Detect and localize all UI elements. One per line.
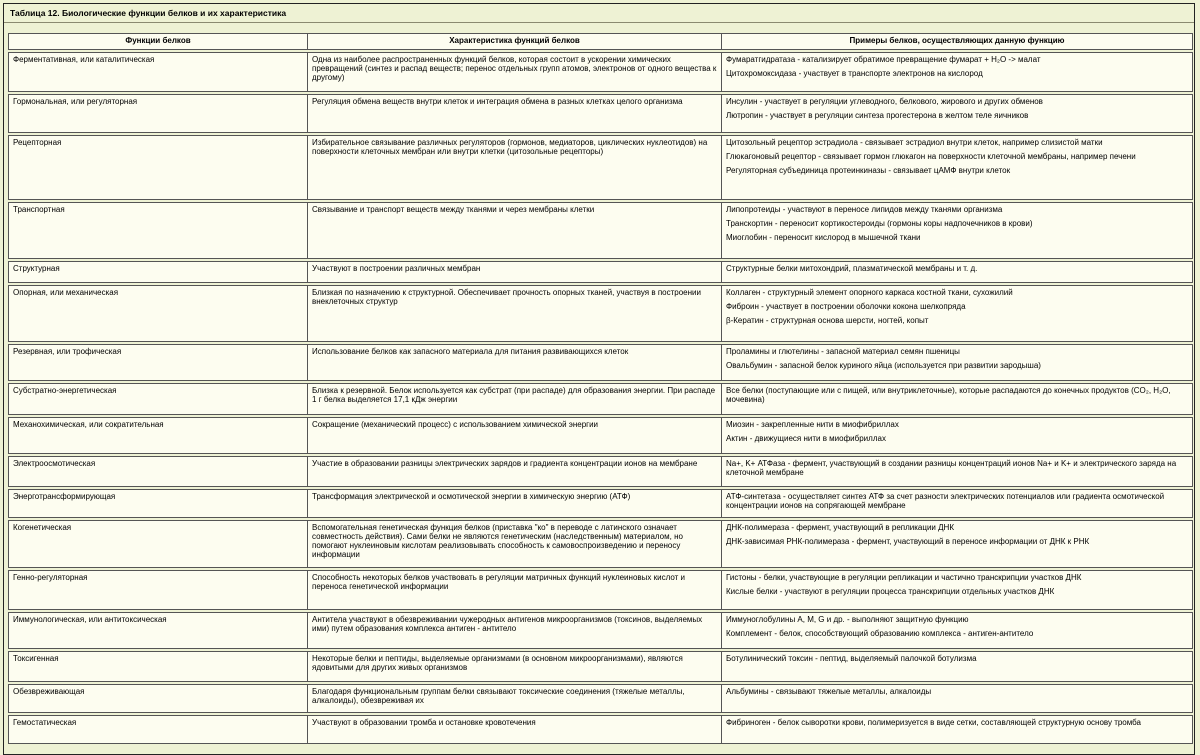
example-item: β-Кератин - структурная основа шерсти, ногтей, копыт xyxy=(726,316,929,325)
table-row xyxy=(8,52,1193,92)
characteristic-cell: Участвуют в образовании тромба и остановке кровотечения xyxy=(308,715,722,744)
characteristic-cell: Способность некоторых белков участвовать в регуляции матричных функций нуклеиновых кислот и переноса генетической информации xyxy=(308,570,722,610)
function-cell: Ферментативная, или каталитическая xyxy=(8,52,308,92)
characteristic-cell: Одна из наиболее распространенных функций белков, которая состоит в ускорении химических превращений (синтез и распад веществ; перенос отдельных групп атомов, электронов от одного вещества к другому) xyxy=(308,52,722,92)
example-item: Кислые белки - участвуют в регуляции процесса транскрипции отдельных участков ДНК xyxy=(726,587,1055,596)
function-cell: Транспортная xyxy=(8,202,308,259)
table-body xyxy=(8,52,1193,744)
examples-cell xyxy=(722,202,1193,259)
examples-cell xyxy=(722,715,1193,744)
example-item: Цитозольный рецептор эстрадиола - связывает эстрадиол внутри клеток, например слизистой матки xyxy=(726,138,1103,147)
characteristic-cell: Участвуют в построении различных мембран xyxy=(308,261,722,283)
table-row xyxy=(8,94,1193,133)
example-item: АТФ-синтетаза - осуществляет синтез АТФ за счет разности электрических потенциалов или градиента осмотической концентрации ионов на сопрягающей мембране xyxy=(726,492,1165,510)
function-cell: Токсигенная xyxy=(8,651,308,682)
function-cell: Когенетическая xyxy=(8,520,308,568)
characteristic-cell: Вспомогательная генетическая функция белков (приставка "ко" в переводе с латинского означает совместность действия). Сами белки не являются генетическим (наследственным) материалом, но помогают нуклеиновым кислотам реализовывать способность к самовоспроизведению и переносу информации xyxy=(308,520,722,568)
example-item: Овальбумин - запасной белок куриного яйца (используется при развитии зародыша) xyxy=(726,361,1041,370)
table-row xyxy=(8,344,1193,381)
table-caption: Таблица 12. Биологические функции белков и их характеристика xyxy=(4,4,1194,23)
function-cell: Энерготрансформирующая xyxy=(8,489,308,518)
function-cell: Электроосмотическая xyxy=(8,456,308,487)
example-item: Фиброин - участвует в построении оболочки кокона шелкопряда xyxy=(726,302,966,311)
function-cell: Рецепторная xyxy=(8,135,308,200)
characteristic-cell: Близка к резервной. Белок используется как субстрат (при распаде) для образования энергии. При распаде 1 г белка выделяется 17,1 кДж энергии xyxy=(308,383,722,415)
example-item: Миоглобин - переносит кислород в мышечной ткани xyxy=(726,233,921,242)
function-cell: Субстратно-энергетическая xyxy=(8,383,308,415)
example-item: Регуляторная субъединица протеинкиназы - связывает цАМФ внутри клеток xyxy=(726,166,1011,175)
example-item: Все белки (поступающие или с пищей, или внутриклеточные), которые распадаются до конечных продуктов (CO₂, H₂O, мочевина) xyxy=(726,386,1171,404)
example-item: ДНК-полимераза - фермент, участвующий в репликации ДНК xyxy=(726,523,954,532)
examples-cell xyxy=(722,285,1193,342)
characteristic-cell: Связывание и транспорт веществ между тканями и через мембраны клетки xyxy=(308,202,722,259)
characteristic-cell: Регуляция обмена веществ внутри клеток и интеграция обмена в разных клетках целого организма xyxy=(308,94,722,133)
examples-cell xyxy=(722,135,1193,200)
function-cell: Структурная xyxy=(8,261,308,283)
example-item: Транскортин - переносит кортикостероиды (гормоны коры надпочечников в крови) xyxy=(726,219,1033,228)
table-row xyxy=(8,489,1193,518)
characteristic-cell: Сокращение (механический процесс) с использованием химической энергии xyxy=(308,417,722,454)
table-row xyxy=(8,261,1193,283)
example-item: Гистоны - белки, участвующие в регуляции репликации и частично транскрипции участков ДНК xyxy=(726,573,1082,582)
function-cell: Механохимическая, или сократительная xyxy=(8,417,308,454)
examples-cell xyxy=(722,94,1193,133)
examples-cell xyxy=(722,456,1193,487)
function-cell: Генно-регуляторная xyxy=(8,570,308,610)
example-item: Актин - движущиеся нити в миофибриллах xyxy=(726,434,886,443)
examples-cell xyxy=(722,612,1193,649)
header-row xyxy=(8,33,1193,50)
examples-cell xyxy=(722,684,1193,713)
table-row xyxy=(8,520,1193,568)
characteristic-cell: Некоторые белки и пептиды, выделяемые организмами (в основном микроорганизмами), являются ядовитыми для других живых организмов xyxy=(308,651,722,682)
example-item: Иммуноглобулины A, M, G и др. - выполняют защитную функцию xyxy=(726,615,969,624)
example-item: Фумаратгидратаза - катализирует обратимое превращение фумарат + H₂O -> малат xyxy=(726,55,1041,64)
example-item: Коллаген - структурный элемент опорного каркаса костной ткани, сухожилий xyxy=(726,288,1013,297)
example-item: Глюкагоновый рецептор - связывает гормон глюкагон на поверхности клеточной мембраны, например печени xyxy=(726,152,1136,161)
characteristic-cell: Трансформация электрической и осмотической энергии в химическую энергию (АТФ) xyxy=(308,489,722,518)
table-row xyxy=(8,383,1193,415)
example-item: Ботулинический токсин - пептид, выделяемый палочкой ботулизма xyxy=(726,654,977,663)
table-row xyxy=(8,135,1193,200)
header-functions: Функции белков xyxy=(8,33,308,50)
characteristic-cell: Участие в образовании разницы электрических зарядов и градиента концентрации ионов на мембране xyxy=(308,456,722,487)
table-row xyxy=(8,570,1193,610)
table-frame xyxy=(3,3,1195,755)
example-item: Липопротеиды - участвуют в переносе липидов между тканями организма xyxy=(726,205,1003,214)
example-item: Инсулин - участвует в регуляции углеводного, белкового, жирового и других обменов xyxy=(726,97,1043,106)
examples-cell xyxy=(722,417,1193,454)
function-cell: Гормональная, или регуляторная xyxy=(8,94,308,133)
example-item: Проламины и глютелины - запасной материал семян пшеницы xyxy=(726,347,960,356)
example-item: Комплемент - белок, способствующий образованию комплекса - антиген-антитело xyxy=(726,629,1034,638)
table-row xyxy=(8,684,1193,713)
examples-cell xyxy=(722,651,1193,682)
protein-functions-table xyxy=(8,31,1193,746)
example-item: Миозин - закрепленные нити в миофибриллах xyxy=(726,420,899,429)
header-examples: Примеры белков, осуществляющих данную функцию xyxy=(722,33,1193,50)
example-item: Цитохромоксидаза - участвует в транспорте электронов на кислород xyxy=(726,69,983,78)
example-item: Лютропин - участвует в регуляции синтеза прогестерона в желтом теле яичников xyxy=(726,111,1029,120)
example-item: Фибриноген - белок сыворотки крови, полимеризуется в виде сетки, составляющей структурную основу тромба xyxy=(726,718,1142,727)
example-item: ДНК-зависимая РНК-полимераза - фермент, участвующий в переносе информации от ДНК к РНК xyxy=(726,537,1090,546)
function-cell: Обезвреживающая xyxy=(8,684,308,713)
table-row xyxy=(8,612,1193,649)
function-cell: Опорная, или механическая xyxy=(8,285,308,342)
examples-cell xyxy=(722,344,1193,381)
function-cell: Резервная, или трофическая xyxy=(8,344,308,381)
function-cell: Иммунологическая, или антитоксическая xyxy=(8,612,308,649)
characteristic-cell: Использование белков как запасного материала для питания развивающихся клеток xyxy=(308,344,722,381)
table-row xyxy=(8,715,1193,744)
table-row xyxy=(8,202,1193,259)
characteristic-cell: Антитела участвуют в обезвреживании чужеродных антигенов микроорганизмов (токсинов, выделяемых ими) путем образования комплекса антиген - антитело xyxy=(308,612,722,649)
characteristic-cell: Благодаря функциональным группам белки связывают токсические соединения (тяжелые металлы, алкалоиды), обезвреживая их xyxy=(308,684,722,713)
examples-cell xyxy=(722,570,1193,610)
examples-cell xyxy=(722,52,1193,92)
function-cell: Гемостатическая xyxy=(8,715,308,744)
table-row xyxy=(8,651,1193,682)
table-row xyxy=(8,456,1193,487)
table-row xyxy=(8,417,1193,454)
examples-cell xyxy=(722,520,1193,568)
header-characteristic: Характеристика функций белков xyxy=(308,33,722,50)
examples-cell xyxy=(722,261,1193,283)
example-item: Структурные белки митохондрий, плазматической мембраны и т. д. xyxy=(726,264,978,273)
examples-cell xyxy=(722,383,1193,415)
characteristic-cell: Избирательное связывание различных регуляторов (гормонов, медиаторов, циклических нуклеотидов) на поверхности клеточных мембран или внутри клетки (цитозольные рецепторы) xyxy=(308,135,722,200)
examples-cell xyxy=(722,489,1193,518)
table-row xyxy=(8,285,1193,342)
example-item: Альбумины - связывают тяжелые металлы, алкалоиды xyxy=(726,687,932,696)
example-item: Na+, K+ АТФаза - фермент, участвующий в создании разницы концентраций ионов Na+ и K+ и электрического заряда на клеточной мембране xyxy=(726,459,1177,477)
characteristic-cell: Близкая по назначению к структурной. Обеспечивает прочность опорных тканей, участвуя в построении внеклеточных структур xyxy=(308,285,722,342)
